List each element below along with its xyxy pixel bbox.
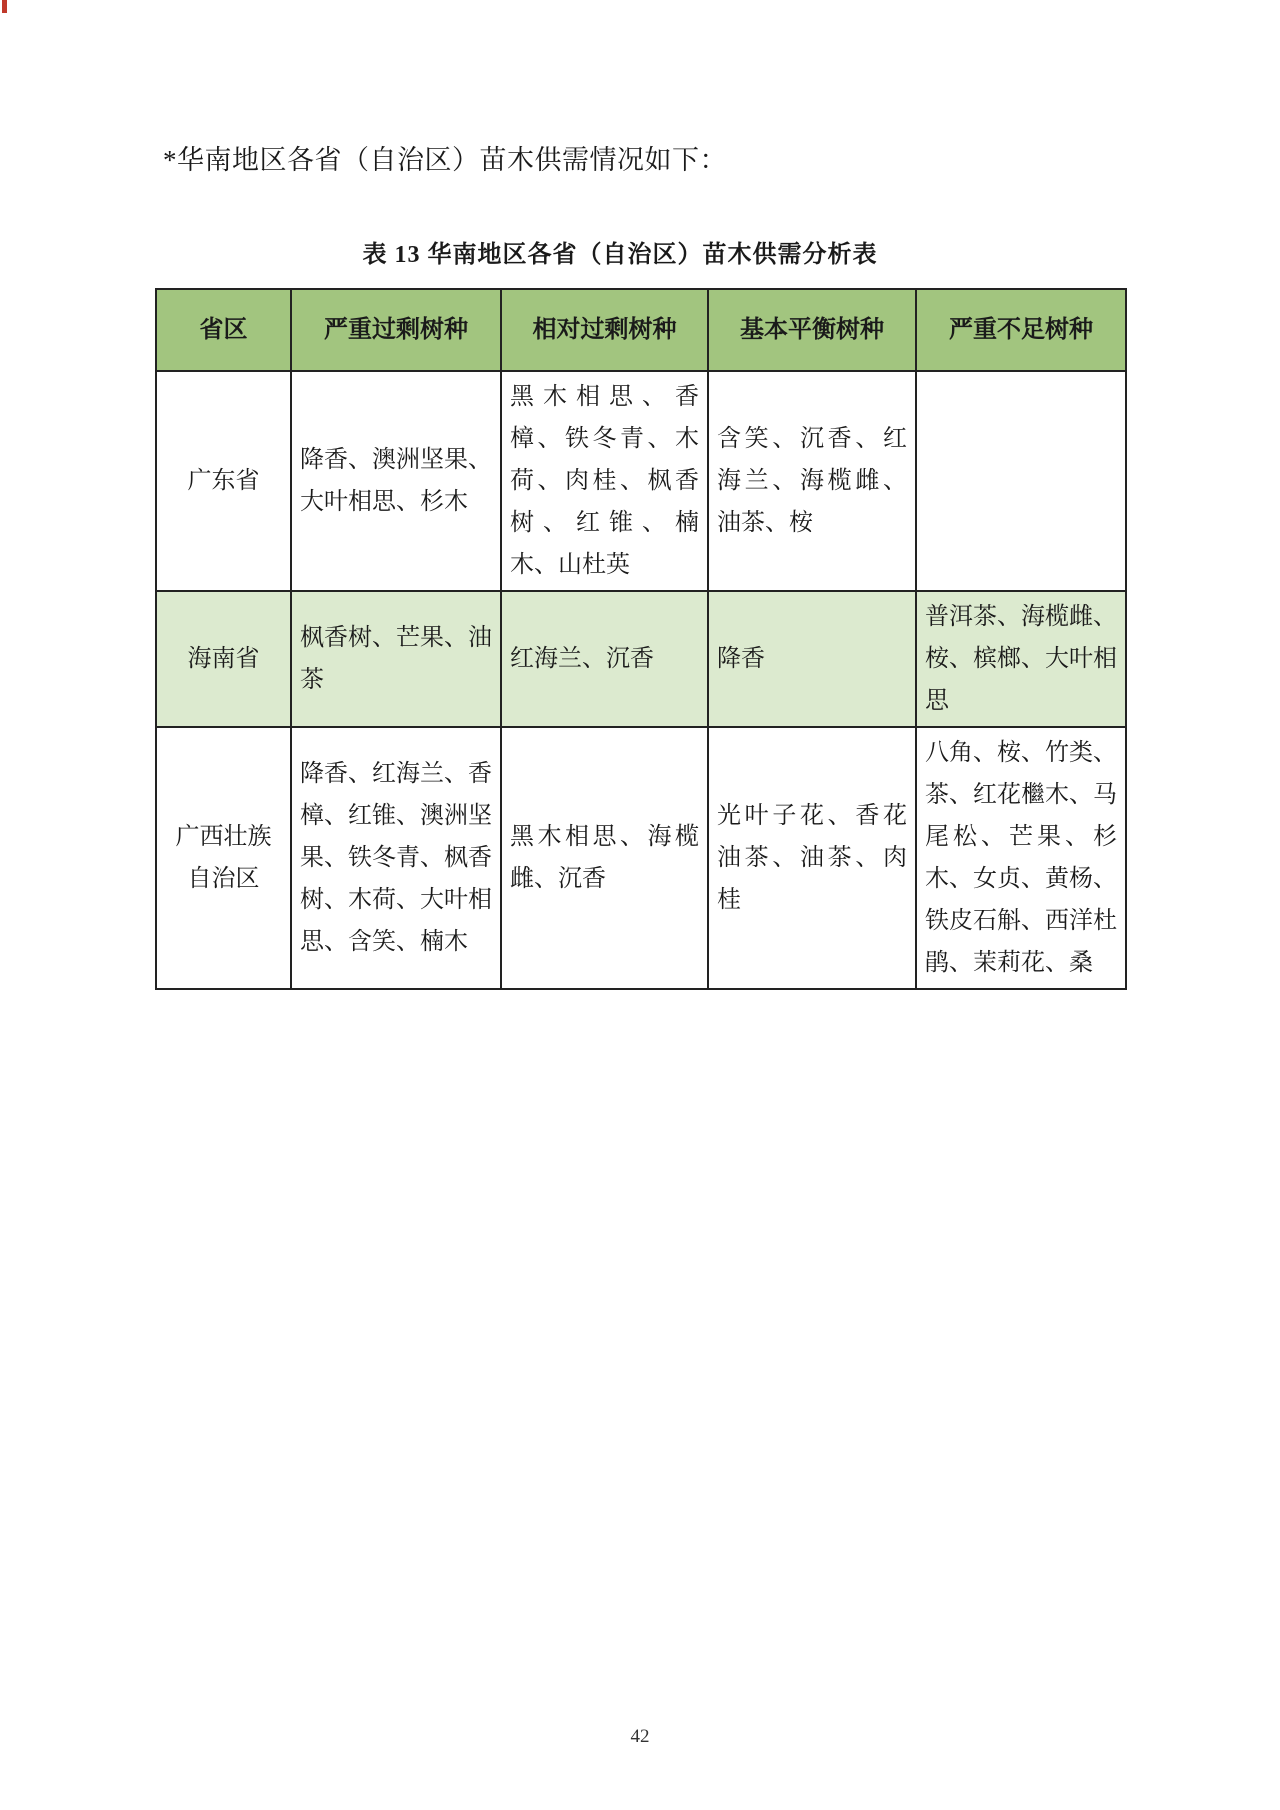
cell-balanced: 光叶子花、香花油茶、油茶、肉桂 <box>708 727 916 989</box>
seedling-supply-table <box>155 288 1127 990</box>
cell-severe-surplus: 降香、澳洲坚果、大叶相思、杉木 <box>291 371 501 591</box>
cell-severe-shortage <box>916 371 1126 591</box>
table-header-row <box>156 289 1126 371</box>
header-relative-surplus: 相对过剩树种 <box>501 289 708 371</box>
table-caption: 表 13 华南地区各省（自治区）苗木供需分析表 <box>362 242 878 268</box>
cell-region: 海南省 <box>156 591 291 727</box>
table-row-guangxi <box>156 727 1126 989</box>
cell-relative-surplus: 黑木相思、香樟、铁冬青、木荷、肉桂、枫香树、红锥、楠木、山杜英 <box>501 371 708 591</box>
cell-balanced: 降香 <box>708 591 916 727</box>
cell-relative-surplus: 红海兰、沉香 <box>501 591 708 727</box>
intro-paragraph: *华南地区各省（自治区）苗木供需情况如下： <box>163 145 727 175</box>
cell-severe-surplus: 降香、红海兰、香樟、红锥、澳洲坚果、铁冬青、枫香树、木荷、大叶相思、含笑、楠木 <box>291 727 501 989</box>
header-balanced: 基本平衡树种 <box>708 289 916 371</box>
page-corner-artifact <box>2 0 7 13</box>
cell-relative-surplus: 黑木相思、海榄雌、沉香 <box>501 727 708 989</box>
cell-severe-shortage: 普洱茶、海榄雌、桉、槟榔、大叶相思 <box>916 591 1126 727</box>
table-row-guangdong <box>156 371 1126 591</box>
header-severe-shortage: 严重不足树种 <box>916 289 1126 371</box>
table-row-hainan <box>156 591 1126 727</box>
cell-balanced: 含笑、沉香、红海兰、海榄雌、油茶、桉 <box>708 371 916 591</box>
header-severe-surplus: 严重过剩树种 <box>291 289 501 371</box>
header-region: 省区 <box>156 289 291 371</box>
cell-severe-surplus: 枫香树、芒果、油茶 <box>291 591 501 727</box>
cell-severe-shortage: 八角、桉、竹类、茶、红花檵木、马尾松、芒果、杉木、女贞、黄杨、铁皮石斛、西洋杜鹃、茉莉花、桑 <box>916 727 1126 989</box>
page-number: 42 <box>630 1726 650 1747</box>
cell-region: 广西壮族自治区 <box>156 727 291 989</box>
cell-region: 广东省 <box>156 371 291 591</box>
